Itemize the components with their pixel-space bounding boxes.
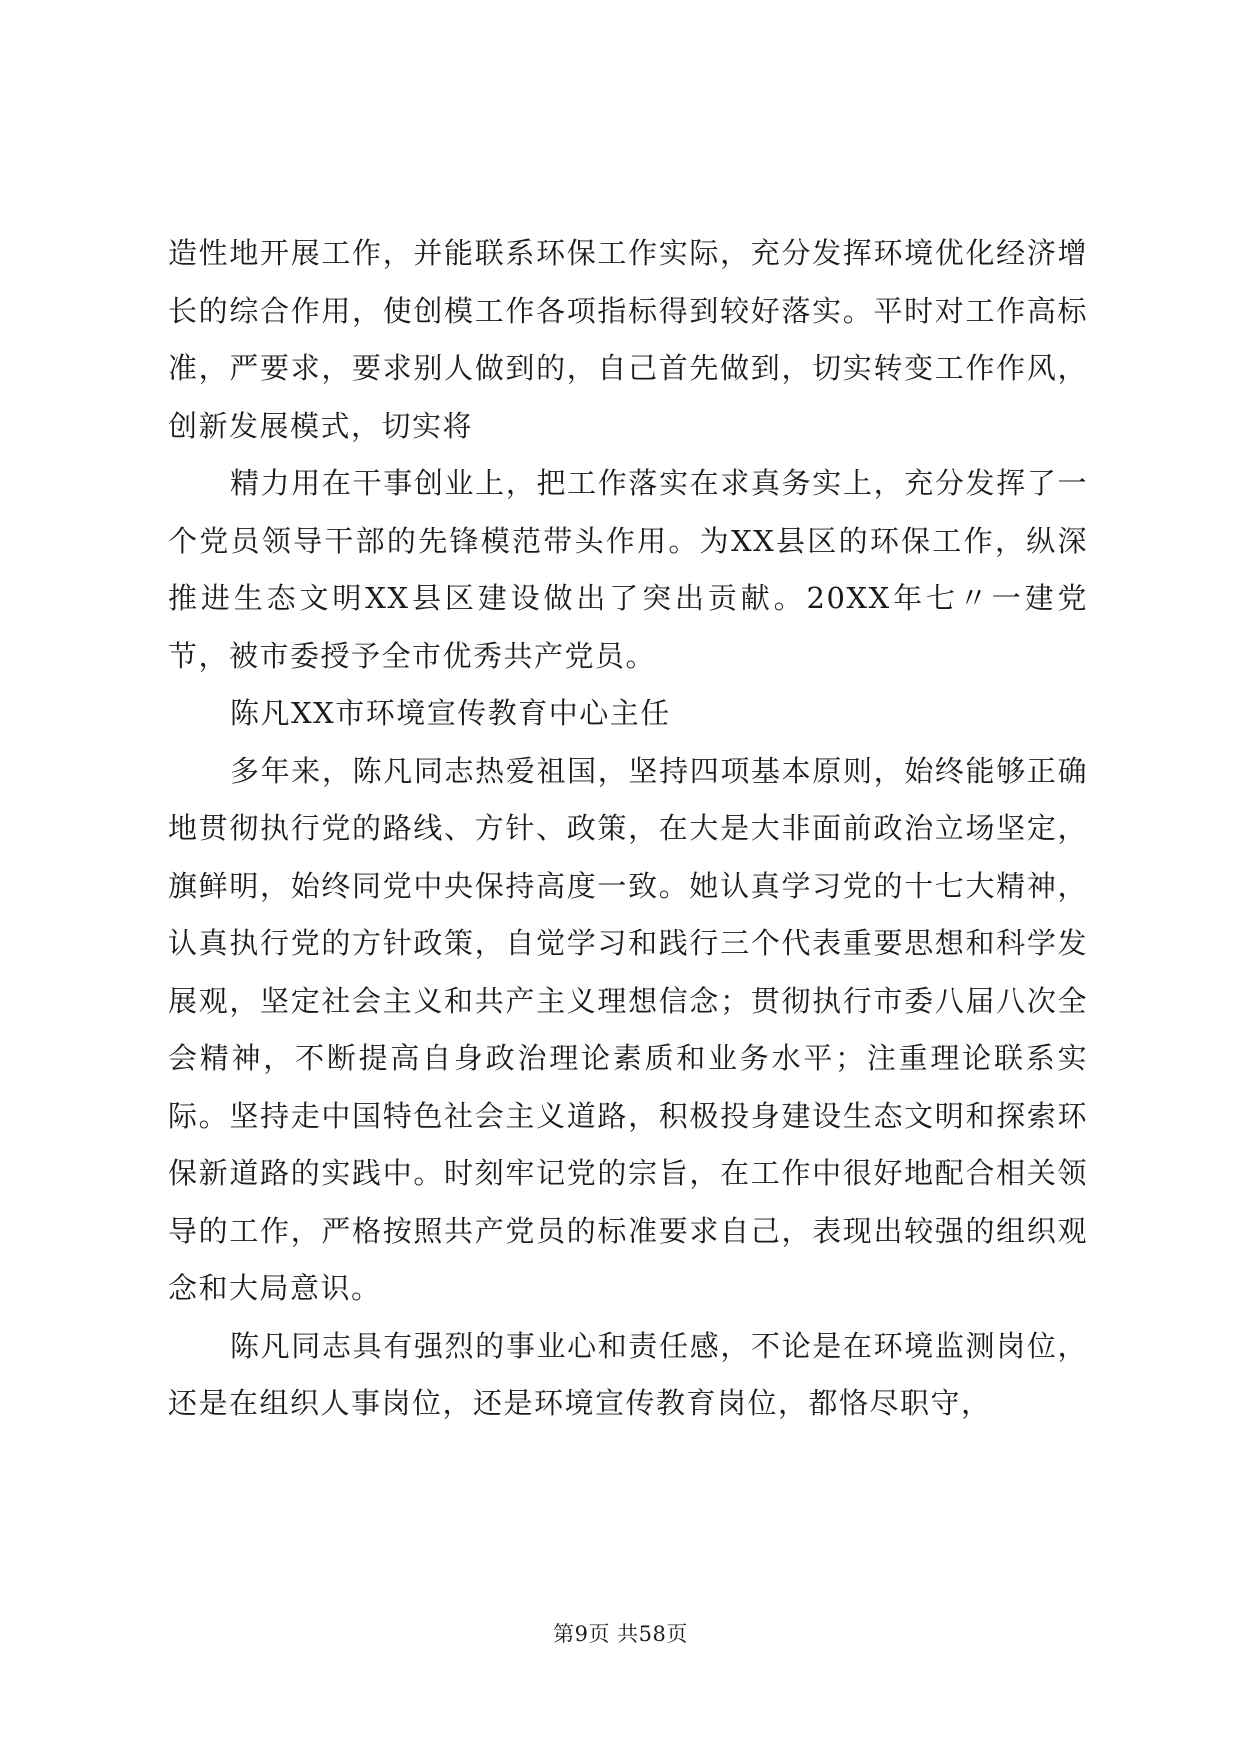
paragraph-heading-person: 陈凡XX市环境宣传教育中心主任 bbox=[230, 696, 671, 730]
page-number-footer: 第9页 共58页 bbox=[553, 1622, 688, 1646]
document-body bbox=[168, 225, 1088, 1433]
paragraph-continuation: 造性地开展工作，并能联系环保工作实际，充分发挥环境优化经济增长的综合作用，使创模工作各项指标得到较好落实。平时对工作高标准，严要求，要求别人做到的，自己首先做到，切实转变工作作风，创新发展模式，切实将 bbox=[168, 236, 1088, 443]
paragraph-contribution: 精力用在干事创业上，把工作落实在求真务实上，充分发挥了一个党员领导干部的先锋模范带头作用。为XX县区的环保工作，纵深推进生态文明XX县区建设做出了突出贡献。20XX年七〃一建党节，被市委授予全市优秀共产党员。 bbox=[168, 466, 1088, 673]
paragraph-dedication: 陈凡同志具有强烈的事业心和责任感，不论是在环境监测岗位，还是在组织人事岗位，还是环境宣传教育岗位，都恪尽职守， bbox=[168, 1328, 1088, 1420]
paragraph-political-stance: 多年来，陈凡同志热爱祖国，坚持四项基本原则，始终能够正确地贯彻执行党的路线、方针、政策，在大是大非面前政治立场坚定，旗鲜明，始终同党中央保持高度一致。她认真学习党的十七大精神，认真执行党的方针政策，自觉学习和践行三个代表重要思想和科学发展观，坚定社会主义和共产主义理想信念；贯彻执行市委八届八次全会精神，不断提高自身政治理论素质和业务水平；注重理论联系实际。坚持走中国特色社会主义道路，积极投身建设生态文明和探索环保新道路的实践中。时刻牢记党的宗旨，在工作中很好地配合相关领导的工作，严格按照共产党员的标准要求自己，表现出较强的组织观念和大局意识。 bbox=[168, 753, 1088, 1305]
